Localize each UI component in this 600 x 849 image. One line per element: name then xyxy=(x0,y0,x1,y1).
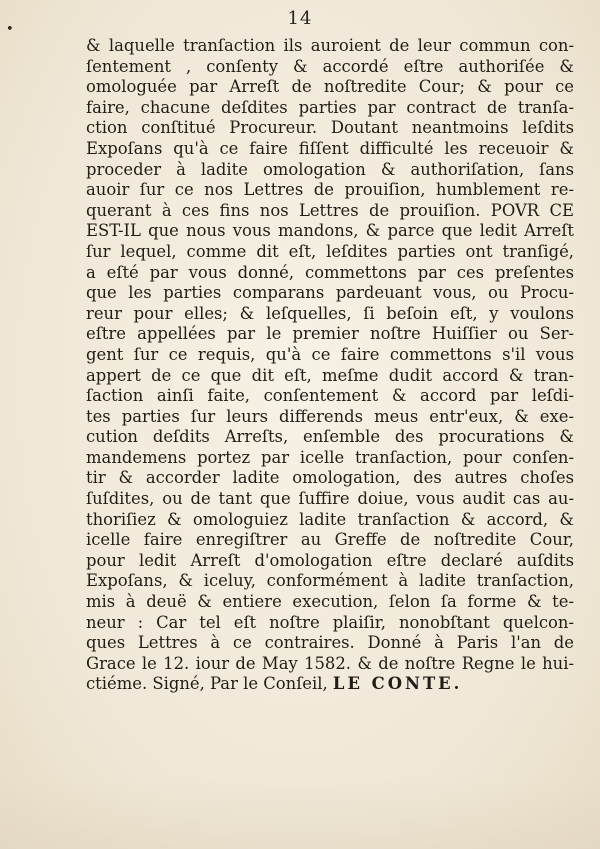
text-line: ction conſtitué Procureur. Doutant neantmoins leſdits xyxy=(86,118,574,138)
text-line: ſuſdites, ou de tant que ſuffire doiue, vous audit cas au- xyxy=(86,489,574,509)
text-line: ſur lequel, comme dit eſt, leſdites parties ont tranſigé, xyxy=(86,241,574,261)
text-line: reur pour elles; & leſquelles, ſi beſoin eſt, y voulons xyxy=(86,303,574,323)
text-line: querant à ces fins nos Lettres de prouiſion. POVR CE xyxy=(86,200,574,220)
text-line: tes parties ſur leurs differends meus entr'eux, & exe- xyxy=(86,406,574,426)
text-line: thoriſiez & omologuiez ladite tranſaction & accord, & xyxy=(86,509,574,529)
body-text xyxy=(86,36,574,695)
text-line: appert de ce que dit eſt, meſme dudit accord & tran- xyxy=(86,365,574,385)
text-line: omologuée par Arreſt de noſtredite Cour; & pour ce xyxy=(86,77,574,97)
text-line: cution deſdits Arreſts, enſemble des procurations & xyxy=(86,427,574,447)
page-bottom-shadow xyxy=(0,779,600,849)
text-line: & laquelle tranſaction ils auroient de leur commun con- xyxy=(86,36,574,55)
text-line: eſtre appellées par le premier noſtre Huiſſier ou Ser- xyxy=(86,324,574,344)
text-line: a eſté par vous donné, commettons par ces preſentes xyxy=(86,262,574,282)
signature-name: LE CONTE. xyxy=(332,674,463,694)
text-line: tir & accorder ladite omologation, des autres choſes xyxy=(86,468,574,488)
text-line: auoir ſur ce nos Lettres de prouiſion, humblement re- xyxy=(86,180,574,200)
text-line: pour ledit Arreſt d'omologation eſtre declaré auſdits xyxy=(86,550,574,570)
text-line: mis à deuë & entiere execution, ſelon ſa forme & te- xyxy=(86,592,574,612)
text-line: mandemens portez par icelle tranſaction, pour conſen- xyxy=(86,447,574,467)
text-line: Grace le 12. iour de May 1582. & de noſtre Regne le hui- xyxy=(86,653,574,673)
text-line: ques Lettres à ce contraires. Donné à Paris l'an de xyxy=(86,633,574,653)
page-number: 14 xyxy=(287,8,313,29)
text-line: que les parties comparans pardeuant vous, ou Procu- xyxy=(86,283,574,303)
text-line: Expoſans, & iceluy, conformément à ladite tranſaction, xyxy=(86,571,574,591)
text-line: EST-IL que nous vous mandons, & parce que ledit Arreſt xyxy=(86,221,574,241)
text-line: ſaction ainſi faite, conſentement & accord par leſdi- xyxy=(86,386,574,406)
text-line: Expoſans qu'à ce faire fiſſent difficulté les receuoir & xyxy=(86,138,574,158)
margin-mark: • xyxy=(6,22,14,37)
text-line: faire, chacune deſdites parties par contract de tranſa- xyxy=(86,97,574,117)
text-line: proceder à ladite omologation & authoriſation, ſans xyxy=(86,159,574,179)
text-line: icelle faire enregiſtrer au Greffe de noſtredite Cour, xyxy=(86,530,574,550)
signature-line xyxy=(86,674,574,695)
text-line: gent ſur ce requis, qu'à ce faire commettons s'il vous xyxy=(86,344,574,364)
closing-text: ctiéme. Signé, Par le Conſeil, xyxy=(86,674,328,694)
text-line: ſentement , conſenty & accordé eſtre authoriſée & xyxy=(86,56,574,76)
text-line: neur : Car tel eſt noſtre plaiſir, nonobſtant quelcon- xyxy=(86,612,574,632)
